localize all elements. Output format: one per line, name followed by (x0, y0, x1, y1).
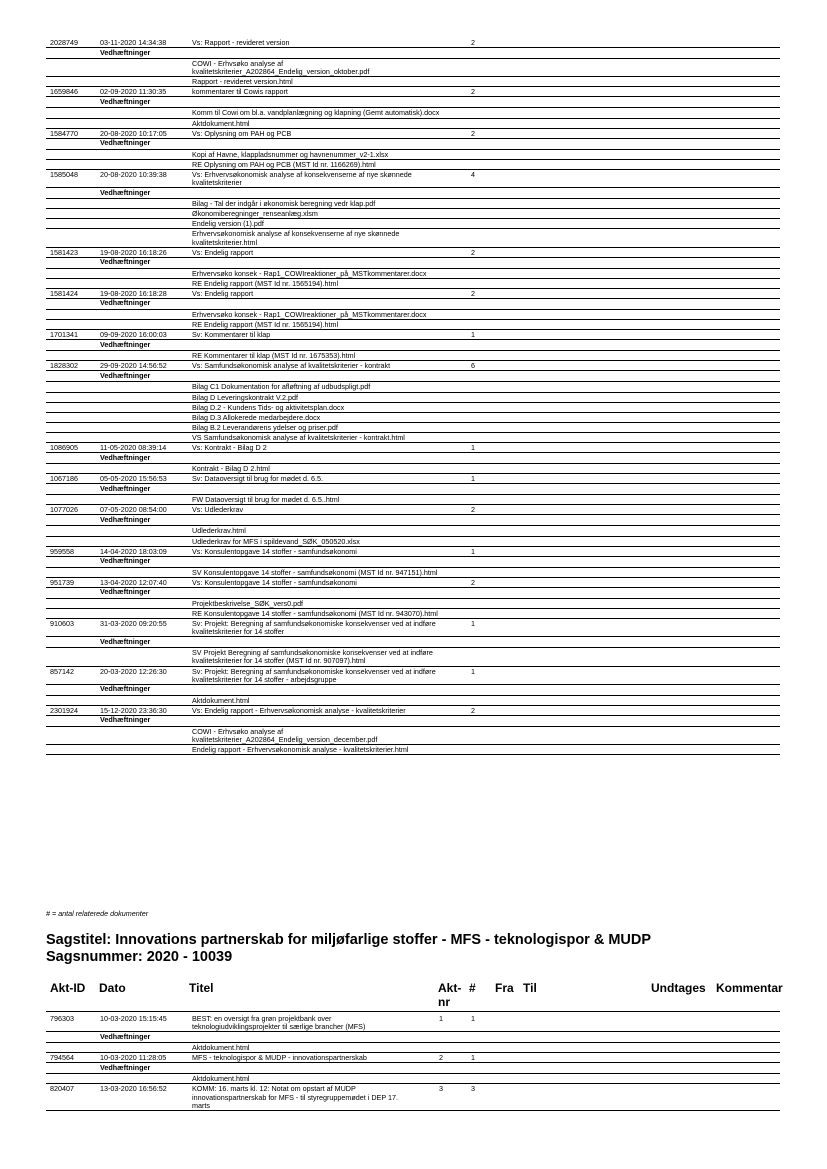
related-count: 1 (471, 666, 475, 676)
akt-title: BEST: en oversigt fra grøn projektbank over teknologiudviklingsprojekter til særlige brancher (MFS) (192, 1014, 366, 1032)
attachment-row (46, 526, 780, 536)
related-count: 4 (471, 169, 475, 179)
attachment-row (46, 160, 780, 170)
attachment-row (46, 382, 780, 392)
table-row (46, 87, 780, 97)
attachment-file[interactable]: RE Kommentarer til klap (MST Id nr. 1675353).html (192, 351, 356, 361)
attachment-file[interactable]: Endelig version (1).pdf (192, 219, 264, 229)
attachment-row (46, 745, 780, 755)
attachment-file[interactable]: VS Samfundsøkonomisk analyse af kvalitetskriterier - kontrakt.html (192, 432, 405, 442)
related-count: 1 (471, 474, 475, 484)
attachments-header (46, 484, 780, 495)
table-row (46, 330, 780, 340)
akt-title: Vs: Samfundsøkonomisk analyse af kvalitetskriterier - kontrakt (192, 361, 391, 371)
attachments-header (46, 299, 780, 310)
col-fra: Fra (495, 981, 514, 995)
attachment-row (46, 696, 780, 706)
attachment-file[interactable]: COWI - Erhvsøko analyse af kvalitetskriterier_A202864_Endelig_version_december.pdf (192, 726, 378, 744)
attachment-row (46, 59, 780, 77)
attachment-row (46, 229, 780, 247)
attachment-file[interactable]: Bilag D.2 - Kundens Tids- og aktivitetsplan.docx (192, 402, 345, 412)
akt-date: 10-03-2020 15:15:45 (100, 1014, 167, 1023)
related-count: 2 (471, 505, 475, 515)
table-row (46, 170, 780, 188)
akt-date: 20-08-2020 10:39:38 (100, 169, 167, 179)
attachment-row (46, 310, 780, 320)
akt-date: 31-03-2020 09:20:55 (100, 619, 167, 629)
attachment-row (46, 403, 780, 413)
attachment-row (46, 609, 780, 619)
attachment-row (46, 150, 780, 160)
attachment-row (46, 199, 780, 209)
attachments-label: Vedhæftninger (100, 483, 151, 493)
attachment-file[interactable]: Bilag D.3 Allokerede medarbejdere.docx (192, 412, 321, 422)
related-count: 1 (471, 330, 475, 340)
akt-id: 794564 (50, 1053, 74, 1063)
attachments-header (46, 637, 780, 648)
akt-id: 2028749 (50, 38, 78, 47)
attachment-file[interactable]: Endelig rapport - Erhvervsøkonomisk analyse - kvalitetskriterier.html (192, 745, 409, 755)
akt-date: 20-03-2020 12:26:30 (100, 666, 167, 676)
attachment-row (46, 351, 780, 361)
akt-id: 951739 (50, 577, 74, 587)
attachment-row (46, 320, 780, 330)
attachments-header (46, 97, 780, 108)
attachment-row (46, 423, 780, 433)
attachment-file[interactable]: Kontrakt - Bilag D 2.html (192, 464, 270, 474)
related-count: 2 (471, 705, 475, 715)
attachments-label: Vedhæftninger (100, 514, 151, 524)
document-list-new-case (46, 1014, 780, 1111)
col-hash: # (469, 981, 476, 995)
attachments-header (46, 1063, 780, 1074)
attachment-file[interactable]: COWI - Erhvsøko analyse af kvalitetskriterier_A202864_Endelig_version_oktober.pdf (192, 59, 370, 77)
attachments-label: Vedhæftninger (100, 47, 151, 57)
col-kommentar: Kommentar (716, 981, 783, 995)
attachment-file[interactable]: Bilag D Leveringskontrakt V.2.pdf (192, 392, 299, 402)
akt-id: 910603 (50, 619, 74, 629)
attachments-label: Vedhæftninger (100, 298, 151, 308)
attachment-file[interactable]: RE Oplysning om PAH og PCB (MST Id nr. 1166269).html (192, 159, 376, 169)
akt-id: 959558 (50, 546, 74, 556)
attachments-header (46, 139, 780, 150)
akt-title: KOMM: 16. marts kl. 12: Notat om opstart af MUDP innovationspartnerskab for MFS - til styregruppemødet i DEP 17. marts (192, 1084, 398, 1110)
akt-date: 13-03-2020 16:56:52 (100, 1084, 167, 1094)
case-number: Sagsnummer: 2020 - 10039 (46, 949, 233, 965)
attachments-label: Vedhæftninger (100, 587, 151, 597)
table-row (46, 547, 780, 557)
table-row (46, 619, 780, 637)
attachment-file[interactable]: Udlederkrav.html (192, 526, 246, 536)
attachment-row (46, 108, 780, 118)
akt-nr: 2 (439, 1053, 443, 1063)
akt-date: 09-09-2020 16:00:03 (100, 330, 167, 340)
attachment-file[interactable]: Komm til Cowi om bl.a. vandplanlægning og klapning (Gemt automatisk).docx (192, 108, 440, 118)
attachment-file[interactable]: Økonomiberegninger_renseanlæg.xlsm (192, 209, 318, 219)
attachment-row (46, 413, 780, 423)
akt-title: Vs: Endelig rapport (192, 288, 254, 298)
akt-date: 02-09-2020 11:30:35 (100, 87, 167, 97)
table-row (46, 129, 780, 139)
attachment-row (46, 464, 780, 474)
related-count: 3 (471, 1084, 475, 1094)
akt-id: 1581423 (50, 247, 78, 257)
col-akt-nr-2: nr (438, 995, 450, 1009)
akt-title: Vs: Konsulentopgave 14 stoffer - samfundsøkonomi (192, 577, 357, 587)
attachments-header (46, 371, 780, 382)
attachments-header (46, 258, 780, 269)
attachment-file[interactable]: RE Konsulentopgave 14 stoffer - samfundsøkonomi (MST Id nr. 943070).html (192, 609, 438, 619)
related-count: 1 (471, 1014, 475, 1023)
table-row (46, 38, 780, 48)
attachment-file[interactable]: Aktdokument.html (192, 118, 250, 128)
col-undtages: Undtages (651, 981, 706, 995)
akt-title: Vs: Endelig rapport - Erhvervsøkonomisk analyse - kvalitetskriterier (192, 705, 406, 715)
akt-id: 796303 (50, 1014, 74, 1023)
akt-title: Sv: Projekt: Beregning af samfundsøkonomiske konsekvenser ved at indføre kvalitetskriterier for 14 stoffer - arbejdsgruppe (192, 666, 436, 684)
attachment-file[interactable]: Aktdokument.html (192, 1074, 250, 1084)
related-count: 1 (471, 1053, 475, 1063)
attachment-file[interactable]: Aktdokument.html (192, 695, 250, 705)
akt-date: 13-04-2020 12:07:40 (100, 577, 167, 587)
table-row (46, 289, 780, 299)
akt-title: Vs: Oplysning om PAH og PCB (192, 128, 292, 138)
akt-nr: 1 (439, 1014, 443, 1023)
akt-title: Vs: Konsulentopgave 14 stoffer - samfundsøkonomi (192, 546, 357, 556)
attachment-file[interactable]: Bilag C1 Dokumentation for afløftning af udbudspligt.pdf (192, 382, 371, 392)
akt-date: 20-08-2020 10:17:05 (100, 128, 167, 138)
attachment-row (46, 209, 780, 219)
attachments-header (46, 515, 780, 526)
akt-title: Vs: Erhvervsøkonomisk analyse af konsekvenserne af nye skønnede kvalitetskriterier (192, 169, 412, 188)
table-row (46, 667, 780, 685)
akt-title: Vs: Udlederkrav (192, 505, 244, 515)
akt-date: 29-09-2020 14:56:52 (100, 361, 167, 371)
attachment-row (46, 537, 780, 547)
attachments-label: Vedhæftninger (100, 370, 151, 380)
attachments-header (46, 453, 780, 464)
akt-date: 07-05-2020 08:54:00 (100, 505, 167, 515)
attachments-label: Vedhæftninger (100, 1031, 151, 1041)
attachments-label: Vedhæftninger (100, 556, 151, 566)
attachments-label: Vedhæftninger (100, 96, 151, 106)
table-row (46, 443, 780, 453)
attachments-header (46, 1032, 780, 1043)
table-row (46, 248, 780, 258)
attachment-row (46, 495, 780, 505)
attachments-header (46, 557, 780, 568)
table-row (46, 1014, 780, 1032)
table-row (46, 474, 780, 484)
attachment-row (46, 568, 780, 578)
akt-date: 11-05-2020 08:39:14 (100, 443, 167, 452)
col-titel: Titel (189, 981, 214, 995)
attachments-label: Vedhæftninger (100, 339, 151, 349)
attachments-label: Vedhæftninger (100, 138, 151, 148)
attachment-file[interactable]: Erhvervsøko konsek - Rap1_COWIreaktioner_på_MSTkommentarer.docx (192, 268, 427, 278)
akt-title: kommentarer til Cowis rapport (192, 87, 288, 97)
related-count: 2 (471, 38, 475, 47)
table-row (46, 1084, 780, 1110)
akt-id: 2301924 (50, 705, 78, 715)
akt-id: 1086905 (50, 443, 78, 452)
attachments-header (46, 340, 780, 351)
related-count: 2 (471, 247, 475, 257)
attachments-label: Vedhæftninger (100, 257, 151, 267)
attachment-row (46, 393, 780, 403)
col-til: Til (523, 981, 537, 995)
akt-title: Vs: Kontrakt - Bilag D 2 (192, 443, 267, 452)
attachment-file[interactable]: Udlederkrav for MFS i spildevand_SØK_050520.xlsx (192, 536, 360, 546)
attachment-file[interactable]: Erhvervsøkonomisk analyse af konsekvenserne af nye skønnede kvalitetskriterier.html (192, 229, 400, 247)
col-dato: Dato (99, 981, 126, 995)
col-akt-nr: Akt- (438, 981, 462, 995)
akt-id: 1584770 (50, 128, 78, 138)
document-list-continued (46, 38, 780, 755)
col-akt-id: Akt-ID (50, 981, 86, 995)
akt-id: 1581424 (50, 288, 78, 298)
table-row (46, 1053, 780, 1063)
akt-date: 19-08-2020 16:18:26 (100, 247, 167, 257)
related-count: 2 (471, 128, 475, 138)
case-title: Sagstitel: Innovations partnerskab for miljøfarlige stoffer - MFS - teknologispor & MUDP (46, 932, 652, 948)
attachment-file[interactable]: Bilag B.2 Leverandørens ydelser og priser.pdf (192, 422, 338, 432)
attachment-file[interactable]: Rapport - revideret version.html (192, 77, 293, 87)
attachment-row (46, 119, 780, 129)
related-count: 2 (471, 87, 475, 97)
table-row (46, 505, 780, 515)
table-row (46, 706, 780, 716)
akt-date: 15-12-2020 23:36:30 (100, 705, 167, 715)
related-count: 6 (471, 361, 475, 371)
related-count: 1 (471, 546, 475, 556)
akt-title: Sv: Dataoversigt til brug for mødet d. 6.5. (192, 474, 324, 484)
footnote: # = antal relaterede dokumenter (46, 909, 149, 918)
attachment-row (46, 727, 780, 745)
akt-title: Sv: Projekt: Beregning af samfundsøkonomiske konsekvenser ved at indføre kvalitetskriterier for 14 stoffer (192, 619, 436, 637)
attachments-header (46, 685, 780, 696)
attachments-header (46, 48, 780, 59)
attachment-row (46, 269, 780, 279)
related-count: 2 (471, 288, 475, 298)
related-count: 2 (471, 577, 475, 587)
attachments-label: Vedhæftninger (100, 187, 151, 197)
akt-title: MFS - teknologispor & MUDP - innovationspartnerskab (192, 1053, 367, 1063)
table-row (46, 361, 780, 371)
attachment-row (46, 648, 780, 666)
akt-id: 820407 (50, 1084, 74, 1094)
akt-id: 857142 (50, 666, 74, 676)
akt-title: Vs: Endelig rapport (192, 247, 254, 257)
akt-date: 10-03-2020 11:28:05 (100, 1053, 167, 1063)
attachments-header (46, 716, 780, 727)
attachment-file[interactable]: Erhvervsøko konsek - Rap1_COWIreaktioner_på_MSTkommentarer.docx (192, 309, 427, 319)
attachment-row (46, 433, 780, 443)
attachments-header (46, 188, 780, 199)
attachments-label: Vedhæftninger (100, 636, 151, 646)
akt-date: 19-08-2020 16:18:28 (100, 288, 167, 298)
akt-id: 1077026 (50, 505, 78, 515)
attachment-file[interactable]: Projektbeskrivelse_SØK_vers0.pdf (192, 598, 304, 608)
table-row (46, 578, 780, 588)
akt-id: 1067186 (50, 474, 78, 484)
akt-title: Vs: Rapport - revideret version (192, 38, 290, 47)
attachments-label: Vedhæftninger (100, 452, 151, 462)
attachment-file[interactable]: RE Endelig rapport (MST Id nr. 1565194).html (192, 320, 339, 330)
akt-id: 1701341 (50, 330, 78, 340)
akt-nr: 3 (439, 1084, 443, 1094)
akt-date: 14-04-2020 18:03:09 (100, 546, 167, 556)
table-header (46, 979, 783, 1012)
attachments-header (46, 588, 780, 599)
akt-id: 1659846 (50, 87, 78, 97)
attachment-file[interactable]: RE Endelig rapport (MST Id nr. 1565194).html (192, 278, 339, 288)
attachments-label: Vedhæftninger (100, 715, 151, 725)
attachment-row (46, 279, 780, 289)
attachment-file[interactable]: Kopi af Havne, klappladsnummer og havnenummer_v2-1.xlsx (192, 149, 389, 159)
attachment-row (46, 1043, 780, 1053)
akt-title: Sv: Kommentarer til klap (192, 330, 271, 340)
attachment-file[interactable]: Aktdokument.html (192, 1043, 250, 1053)
attachment-row (46, 77, 780, 87)
attachments-label: Vedhæftninger (100, 684, 151, 694)
attachment-row (46, 1074, 780, 1084)
akt-id: 1828302 (50, 361, 78, 371)
attachments-label: Vedhæftninger (100, 1062, 151, 1072)
akt-date: 05-05-2020 15:56:53 (100, 474, 167, 484)
attachment-file[interactable]: FW Dataoversigt til brug for mødet d. 6.5..html (192, 495, 340, 505)
attachment-file[interactable]: Bilag - Tal der indgår i økonomisk beregning vedr klap.pdf (192, 199, 376, 209)
attachment-row (46, 599, 780, 609)
akt-id: 1585048 (50, 169, 78, 179)
related-count: 1 (471, 619, 475, 629)
attachment-row (46, 219, 780, 229)
attachment-file[interactable]: SV Konsulentopgave 14 stoffer - samfundsøkonomi (MST Id nr. 947151).html (192, 567, 438, 577)
attachment-file[interactable]: SV Projekt Beregning af samfundsøkonomiske konsekvenser ved at indføre kvalitetskriterier for 14 stoffer (MST Id nr. 907097).html (192, 648, 433, 666)
akt-date: 03-11-2020 14:34:38 (100, 38, 167, 47)
related-count: 1 (471, 443, 475, 452)
